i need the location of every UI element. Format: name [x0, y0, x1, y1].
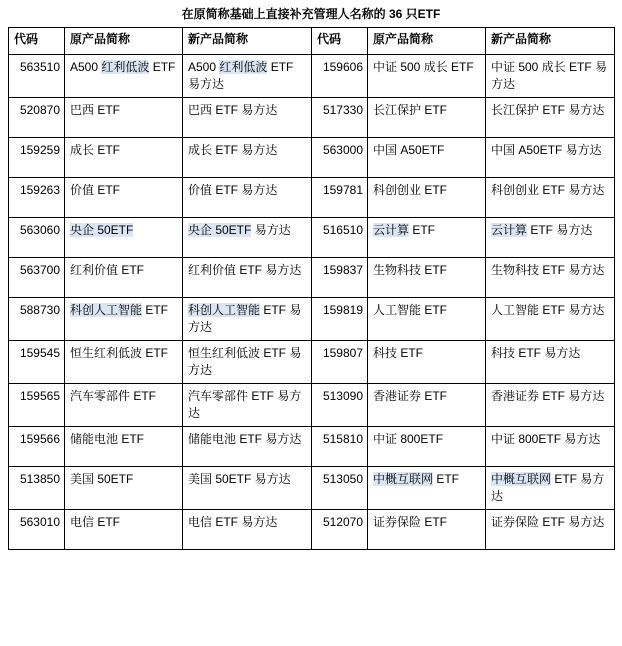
cell-new-name: 中国 A50ETF 易方达	[486, 138, 615, 178]
highlight-text: 红利低波	[101, 60, 150, 74]
column-header-old-name-right: 原产品简称	[368, 28, 486, 55]
table-row	[9, 298, 615, 341]
cell-new-name: 恒生红利低波 ETF 易方达	[183, 341, 312, 384]
cell-code: 159819	[312, 298, 368, 341]
table-row	[9, 258, 615, 298]
cell-code: 513850	[9, 467, 65, 510]
table-row	[9, 427, 615, 467]
cell-code: 159807	[312, 341, 368, 384]
cell-old-name: A500 红利低波 ETF	[65, 55, 183, 98]
highlight-text: 中概互联网	[373, 472, 434, 486]
cell-code: 159606	[312, 55, 368, 98]
cell-old-name: 中国 A50ETF	[368, 138, 486, 178]
table-row	[9, 138, 615, 178]
cell-old-name: 云计算 ETF	[368, 218, 486, 258]
cell-new-name: 科技 ETF 易方达	[486, 341, 615, 384]
cell-code: 513050	[312, 467, 368, 510]
cell-new-name: 香港证券 ETF 易方达	[486, 384, 615, 427]
cell-old-name: 中概互联网 ETF	[368, 467, 486, 510]
cell-new-name: 中证 800ETF 易方达	[486, 427, 615, 467]
cell-old-name: 香港证券 ETF	[368, 384, 486, 427]
cell-code: 512070	[312, 510, 368, 550]
column-header-new-name-left: 新产品简称	[183, 28, 312, 55]
highlight-text: 央企 50ETF	[188, 223, 252, 237]
page-title: 在原简称基础上直接补充管理人名称的 36 只ETF	[181, 7, 441, 21]
cell-new-name: 人工智能 ETF 易方达	[486, 298, 615, 341]
table-row	[9, 341, 615, 384]
cell-old-name: 科创人工智能 ETF	[65, 298, 183, 341]
cell-code: 159263	[9, 178, 65, 218]
cell-code: 563060	[9, 218, 65, 258]
cell-old-name: 电信 ETF	[65, 510, 183, 550]
table-row	[9, 218, 615, 258]
table-row	[9, 55, 615, 98]
cell-new-name: 央企 50ETF 易方达	[183, 218, 312, 258]
cell-new-name: 中概互联网 ETF 易方达	[486, 467, 615, 510]
cell-code: 520870	[9, 98, 65, 138]
table-row	[9, 510, 615, 550]
cell-old-name: 美国 50ETF	[65, 467, 183, 510]
cell-old-name: 中证 500 成长 ETF	[368, 55, 486, 98]
cell-old-name: 人工智能 ETF	[368, 298, 486, 341]
cell-code: 159259	[9, 138, 65, 178]
highlight-text: 科创人工智能	[70, 303, 143, 317]
cell-new-name: 生物科技 ETF 易方达	[486, 258, 615, 298]
cell-old-name: 中证 800ETF	[368, 427, 486, 467]
highlight-text: 云计算	[373, 223, 410, 237]
cell-new-name: 长江保护 ETF 易方达	[486, 98, 615, 138]
cell-old-name: 巴西 ETF	[65, 98, 183, 138]
highlight-text: 科创人工智能	[188, 303, 261, 317]
table-row	[9, 467, 615, 510]
highlight-text: 央企 50ETF	[70, 223, 134, 237]
table-row	[9, 178, 615, 218]
cell-code: 516510	[312, 218, 368, 258]
cell-new-name: 价值 ETF 易方达	[183, 178, 312, 218]
cell-code: 563000	[312, 138, 368, 178]
cell-code: 159781	[312, 178, 368, 218]
cell-new-name: 储能电池 ETF 易方达	[183, 427, 312, 467]
table-row	[9, 384, 615, 427]
column-header-old-name-left: 原产品简称	[65, 28, 183, 55]
cell-new-name: 汽车零部件 ETF 易方达	[183, 384, 312, 427]
cell-new-name: 科创人工智能 ETF 易方达	[183, 298, 312, 341]
cell-old-name: 科创创业 ETF	[368, 178, 486, 218]
cell-code: 515810	[312, 427, 368, 467]
cell-new-name: 成长 ETF 易方达	[183, 138, 312, 178]
cell-old-name: 科技 ETF	[368, 341, 486, 384]
cell-old-name: 红利价值 ETF	[65, 258, 183, 298]
cell-code: 563010	[9, 510, 65, 550]
cell-old-name	[65, 218, 183, 258]
cell-code: 563510	[9, 55, 65, 98]
table-row	[9, 98, 615, 138]
cell-code: 588730	[9, 298, 65, 341]
cell-new-name: A500 红利低波 ETF 易方达	[183, 55, 312, 98]
cell-code: 513090	[312, 384, 368, 427]
table-header-row	[9, 28, 615, 55]
cell-new-name: 美国 50ETF 易方达	[183, 467, 312, 510]
etf-rename-table	[8, 27, 615, 550]
cell-old-name: 恒生红利低波 ETF	[65, 341, 183, 384]
cell-old-name: 储能电池 ETF	[65, 427, 183, 467]
highlight-text: 云计算	[491, 223, 528, 237]
cell-old-name: 长江保护 ETF	[368, 98, 486, 138]
cell-new-name: 电信 ETF 易方达	[183, 510, 312, 550]
cell-code: 159837	[312, 258, 368, 298]
column-header-new-name-right: 新产品简称	[486, 28, 615, 55]
cell-old-name: 汽车零部件 ETF	[65, 384, 183, 427]
cell-code: 159545	[9, 341, 65, 384]
cell-code: 159566	[9, 427, 65, 467]
cell-old-name: 证券保险 ETF	[368, 510, 486, 550]
cell-new-name: 巴西 ETF 易方达	[183, 98, 312, 138]
cell-code: 159565	[9, 384, 65, 427]
column-header-code-left: 代码	[9, 28, 65, 55]
cell-code: 563700	[9, 258, 65, 298]
column-header-code-right: 代码	[312, 28, 368, 55]
highlight-text: 中概互联网	[491, 472, 552, 486]
cell-new-name: 科创创业 ETF 易方达	[486, 178, 615, 218]
cell-new-name: 证券保险 ETF 易方达	[486, 510, 615, 550]
highlight-text: 红利低波	[219, 60, 268, 74]
cell-new-name: 红利价值 ETF 易方达	[183, 258, 312, 298]
cell-code: 517330	[312, 98, 368, 138]
cell-old-name: 生物科技 ETF	[368, 258, 486, 298]
cell-new-name: 中证 500 成长 ETF 易方达	[486, 55, 615, 98]
cell-old-name: 价值 ETF	[65, 178, 183, 218]
cell-old-name: 成长 ETF	[65, 138, 183, 178]
cell-new-name: 云计算 ETF 易方达	[486, 218, 615, 258]
